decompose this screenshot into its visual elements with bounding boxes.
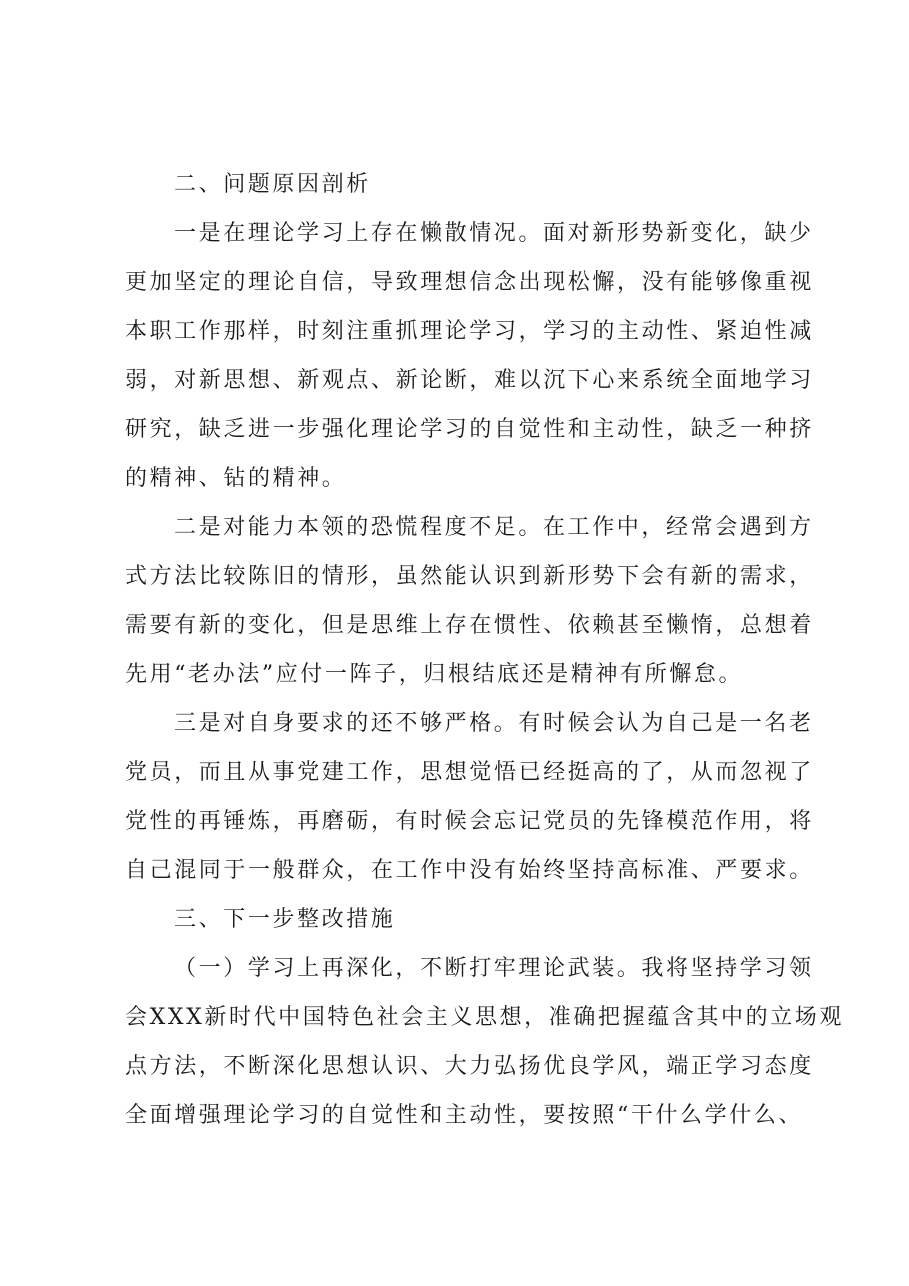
paragraph-line: 自己混同于一般群众，在工作中没有始终坚持高标准、严要求。 <box>125 858 814 883</box>
section-heading-problem-analysis: 二、问题原因剖析 <box>174 172 371 197</box>
paragraph-line: 式方法比较陈旧的情形，虽然能认识到新形势下会有新的需求， <box>125 564 814 589</box>
paragraph-line: 二是对能力本领的恐慌程度不足。在工作中，经常会遇到方 <box>174 515 814 540</box>
section-heading-next-steps: 三、下一步整改措施 <box>174 907 396 932</box>
paragraph-line: 全面增强理论学习的自觉性和主动性，要按照“干什么学什么、 <box>125 1103 804 1128</box>
paragraph-line: 三是对自身要求的还不够严格。有时候会认为自己是一名老 <box>174 711 814 736</box>
paragraph-line: 一是在理论学习上存在懒散情况。面对新形势新变化，缺少 <box>174 221 814 246</box>
paragraph-line: 更加坚定的理论自信，导致理想信念出现松懈，没有能够像重视 <box>125 270 814 295</box>
paragraph-line: 党员，而且从事党建工作，思想觉悟已经挺高的了，从而忽视了 <box>125 760 814 785</box>
document-body <box>125 160 844 1140</box>
paragraph-line: 先用“老办法”应付一阵子，归根结底还是精神有所懈怠。 <box>125 662 744 687</box>
paragraph-line: 需要有新的变化，但是思维上存在惯性、依赖甚至懒惰，总想着 <box>125 613 814 638</box>
paragraph-line: 点方法，不断深化思想认识、大力弘扬优良学风，端正学习态度 <box>125 1054 814 1079</box>
paragraph-line: 研究，缺乏进一步强化理论学习的自觉性和主动性，缺乏一种挤 <box>125 417 814 442</box>
paragraph-line: 本职工作那样，时刻注重抓理论学习，学习的主动性、紧迫性减 <box>125 319 814 344</box>
paragraph-line: 党性的再锤炼，再磨砺，有时候会忘记党员的先锋模范作用，将 <box>125 809 814 834</box>
paragraph-line: 弱，对新思想、新观点、新论断，难以沉下心来系统全面地学习 <box>125 368 814 393</box>
paragraph-line: 会XXX新时代中国特色社会主义思想，准确把握蕴含其中的立场观 <box>125 1005 844 1030</box>
paragraph-line: 的精神、钻的精神。 <box>125 466 347 491</box>
paragraph-line: （一）学习上再深化，不断打牢理论武装。我将坚持学习领 <box>174 956 814 981</box>
